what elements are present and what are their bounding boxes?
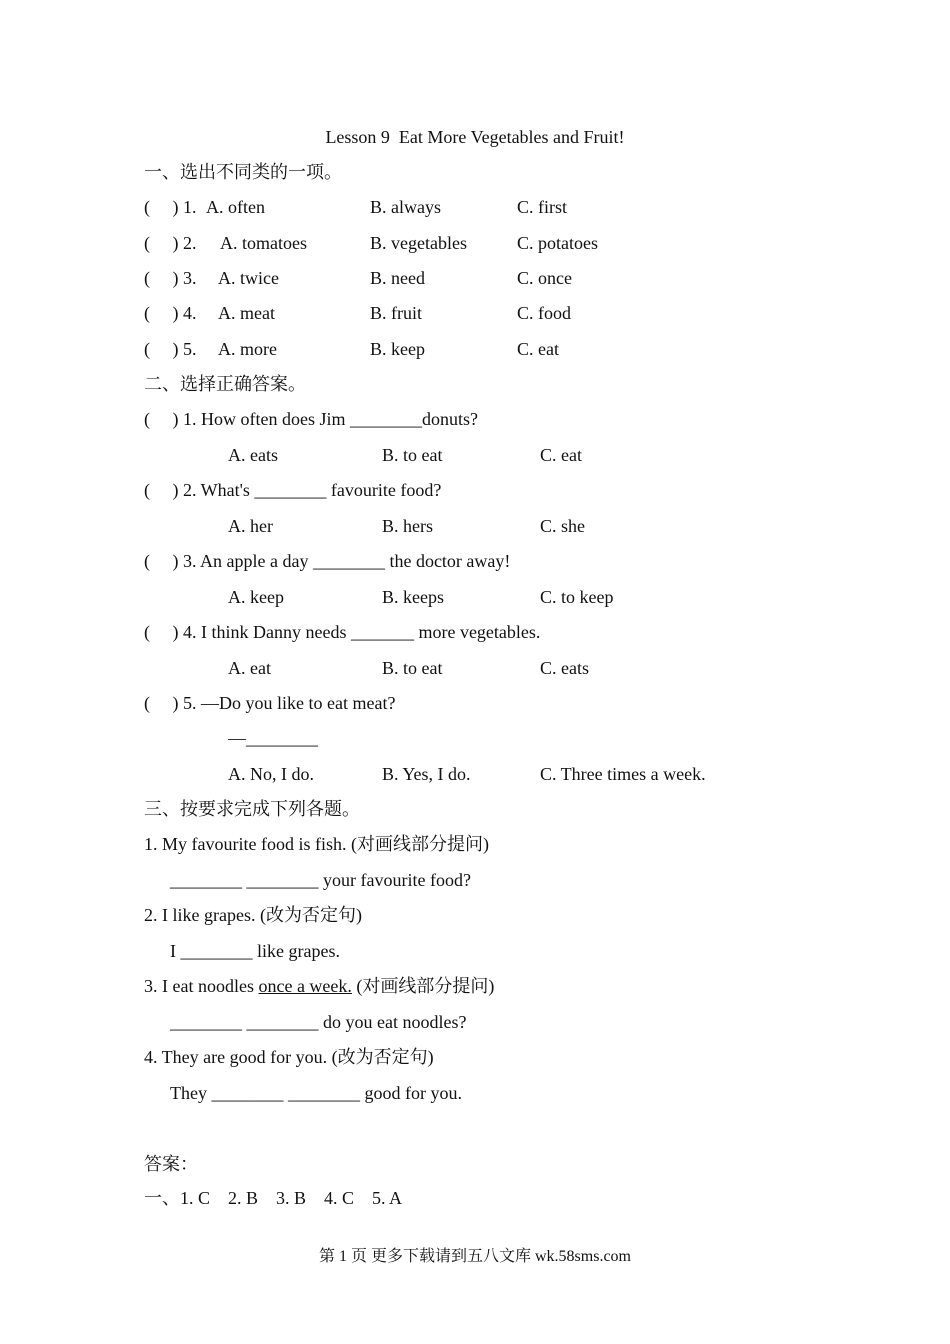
reply-blank: —________ [228,728,318,748]
option-c: C. eat [540,445,582,465]
answer-line: I ________ like grapes. [170,941,340,961]
option-c: C. she [540,516,585,536]
option-a: A. No, I do. [228,764,314,784]
option-a: A. her [228,516,273,536]
question-text: ( ) 1. How often does Jim ________donuts? [144,409,478,429]
section1-heading: 一、选出不同类的一项。 [144,162,342,182]
question-text: ( ) 4. I think Danny needs _______ more vegetables. [144,622,541,642]
option-c: C. eats [540,658,589,678]
page-footer: 第 1 页 更多下载请到五八文库 wk.58sms.com [318,1248,631,1265]
question-text: 3. I eat noodles once a week. (对画线部分提问) [144,976,495,996]
option-b: B. hers [382,516,433,536]
section3-heading: 三、按要求完成下列各题。 [144,799,360,819]
underlined-phrase: once a week. [258,976,352,996]
question-text: 1. My favourite food is fish. (对画线部分提问) [144,834,489,854]
option-c: C. Three times a week. [540,764,706,784]
question-text: ( ) 3. An apple a day ________ the doctor away! [144,551,511,571]
option-b: B. keeps [382,587,444,607]
page-title: Lesson 9 Eat More Vegetables and Fruit! [325,127,625,147]
answer-line: They ________ ________ good for you. [170,1083,462,1103]
answers-line: 一、1. C 2. B 3. B 4. C 5. A [144,1188,403,1208]
option-b: B. Yes, I do. [382,764,471,784]
option-a: A. eats [228,445,278,465]
option-b: B. to eat [382,658,443,678]
option-a: A. keep [228,587,284,607]
question-text: 2. I like grapes. (改为否定句) [144,905,362,925]
answer-line: ________ ________ do you eat noodles? [170,1012,467,1032]
option-a: A. eat [228,658,271,678]
option-b: B. to eat [382,445,443,465]
answer-line: ________ ________ your favourite food? [170,870,471,890]
answers-heading: 答案： [144,1154,198,1174]
question-text: ( ) 5. —Do you like to eat meat? [144,693,396,713]
question-text: ( ) 2. What's ________ favourite food? [144,480,442,500]
section2-heading: 二、选择正确答案。 [144,374,306,394]
question-text: 4. They are good for you. (改为否定句) [144,1047,434,1067]
option-c: C. to keep [540,587,614,607]
